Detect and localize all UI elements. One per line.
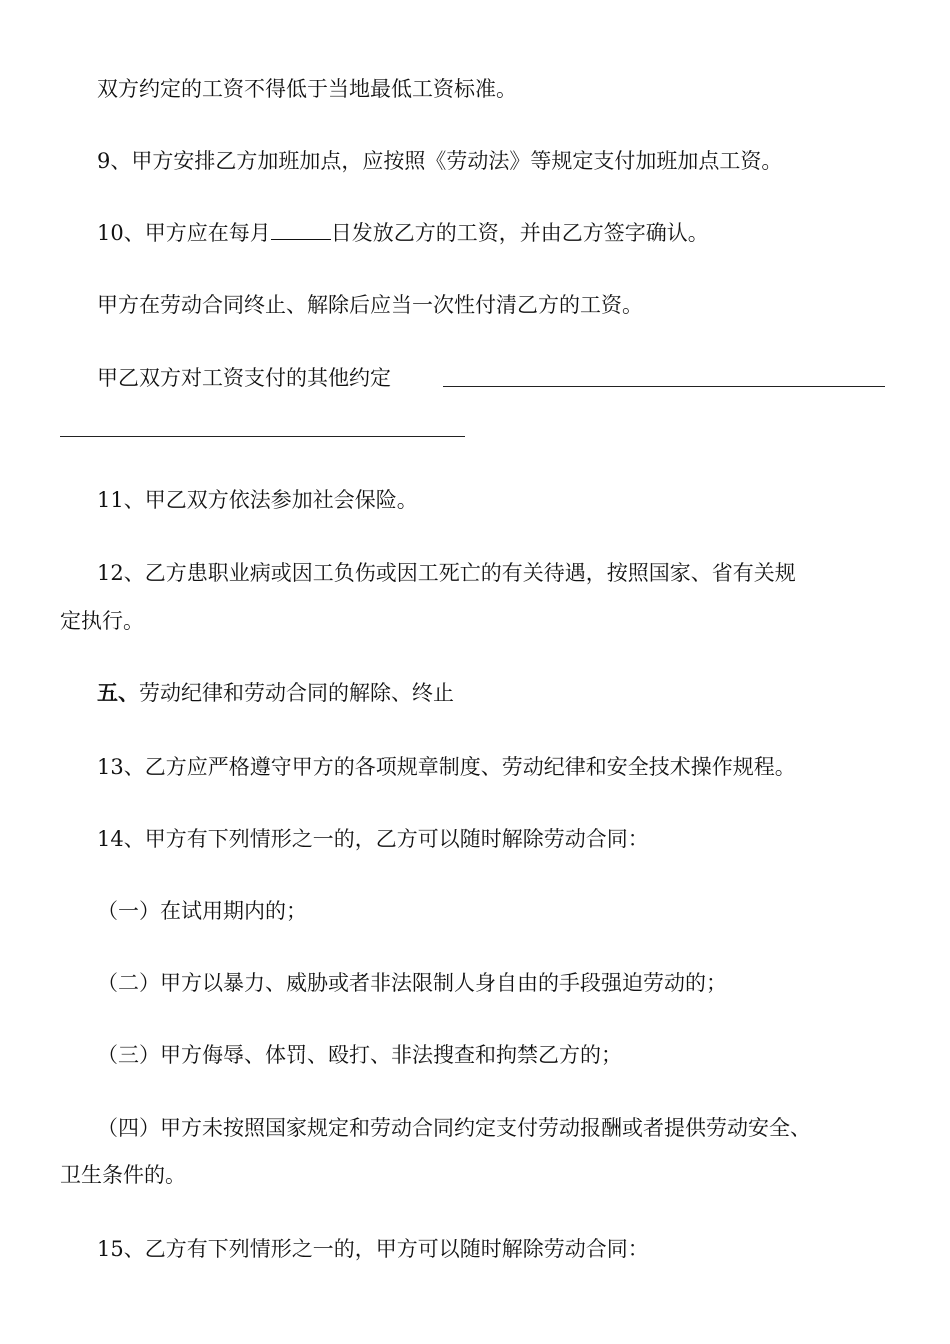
section-heading-text: 劳动纪律和劳动合同的解除、终止 [139, 681, 454, 705]
paragraph-final-pay: 甲方在劳动合同终止、解除后应当一次性付清乙方的工资。 [97, 293, 643, 317]
clause-10-text-start: 10、甲方应在每月 [97, 221, 271, 245]
paragraph-clause-13: 13、乙方应严格遵守甲方的各项规章制度、劳动纪律和安全技术操作规程。 [97, 755, 796, 779]
paragraph-other-agreement: 甲乙双方对工资支付的其他约定 [97, 366, 391, 390]
list-item-2: （二）甲方以暴力、威胁或者非法限制人身自由的手段强迫劳动的； [97, 971, 727, 995]
paragraph-clause-10 [0, 218, 950, 248]
pay-day-blank [271, 221, 331, 240]
paragraph-clause-14: 14、甲方有下列情形之一的，乙方可以随时解除劳动合同： [97, 827, 649, 851]
paragraph-wage-standard: 双方约定的工资不得低于当地最低工资标准。 [97, 77, 517, 101]
paragraph-clause-12-line-2: 定执行。 [60, 609, 144, 633]
paragraph-clause-9: 9、甲方安排乙方加班加点，应按照《劳动法》等规定支付加班加点工资。 [97, 149, 783, 173]
list-item-1: （一）在试用期内的； [97, 899, 307, 923]
list-item-4-line-2: 卫生条件的。 [60, 1163, 186, 1187]
paragraph-clause-12-line-1: 12、乙方患职业病或因工负伤或因工死亡的有关待遇，按照国家、省有关规 [97, 561, 796, 585]
section-heading-5 [0, 678, 950, 708]
paragraph-clause-11: 11、甲乙双方依法参加社会保险。 [97, 488, 418, 512]
list-item-4-line-1: （四）甲方未按照国家规定和劳动合同约定支付劳动报酬或者提供劳动安全、 [97, 1116, 811, 1140]
clause-10-text-end: 日发放乙方的工资，并由乙方签字确认。 [330, 221, 709, 245]
paragraph-clause-15: 15、乙方有下列情形之一的，甲方可以随时解除劳动合同： [97, 1237, 649, 1261]
other-agreement-fill-line-1 [443, 386, 885, 387]
section-heading-number: 五、 [97, 680, 139, 705]
other-agreement-fill-line-2 [60, 436, 465, 437]
list-item-3: （三）甲方侮辱、体罚、殴打、非法搜查和拘禁乙方的； [97, 1043, 622, 1067]
